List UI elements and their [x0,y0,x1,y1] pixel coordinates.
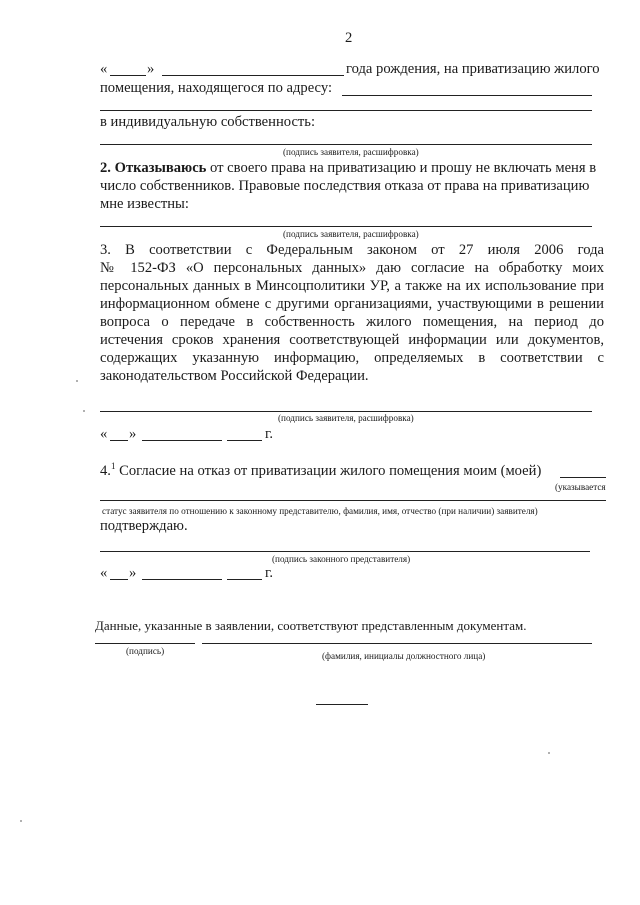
section-3-line-3: персональных данных в Минсоцполитики УР, а также на их использование при [100,278,604,294]
representative-blank[interactable] [560,477,606,478]
signature-caption-3: (подпись заявителя, расшифровка) [278,413,414,423]
section-2-line-3: мне известны: [100,196,189,212]
verification-text: Данные, указанные в заявлении, соответствуют представленным документам. [95,618,527,633]
scan-speck [76,380,78,382]
date-open-quote-1: « [100,426,108,442]
signature-line-2[interactable] [100,226,592,227]
close-quote: » [147,61,155,77]
address-blank-2[interactable] [100,110,592,111]
scan-speck [20,820,22,822]
official-name-caption: (фамилия, инициалы должностного лица) [322,651,486,661]
date-day-blank-1[interactable] [110,440,128,441]
birth-date-blank[interactable] [162,75,344,76]
status-hint-line: статус заявителя по отношению к законному представителю, фамилия, имя, отчество (при наличии) заявителя) [102,506,538,516]
refuse-word: Отказываюсь [114,160,207,176]
section-4-text: Согласие на отказ от приватизации жилого помещения моим (моей) [115,462,542,479]
date-open-quote-2: « [100,565,108,581]
signature-caption-4: (подпись законного представителя) [272,554,411,564]
ownership-label: в индивидуальную собственность: [100,114,316,130]
date-year-suffix-1: г. [265,426,273,442]
end-separator-line [316,704,368,705]
birth-year-text: года рождения, на приватизацию жилого [346,61,600,77]
official-name-line[interactable] [202,643,592,644]
date-year-suffix-2: г. [265,565,273,581]
section-2-line-2: число собственников. Правовые последствия отказа от права на приватизацию [100,178,590,194]
date-day-blank-2[interactable] [110,579,128,580]
section-4-number: 4. [100,462,111,479]
section-3-line-8: законодательством Российской Федерации. [100,368,369,384]
date-month-blank-1[interactable] [142,440,222,441]
address-blank-1[interactable] [342,95,592,96]
status-hint-right: (указывается [555,482,606,492]
representative-info-line[interactable] [100,500,606,501]
date-month-blank-2[interactable] [142,579,222,580]
section-4-superscript: 1 [110,461,116,471]
open-quote: « [100,61,108,77]
official-signature-caption: (подпись) [126,646,165,656]
official-signature-line[interactable] [95,643,195,644]
signature-line-3[interactable] [100,411,592,412]
section-4-line-1 [100,461,541,480]
section-3-line-2: № 152-ФЗ «О персональных данных» даю согласие на обработку моих [100,260,604,276]
date-year-blank-1[interactable] [227,440,262,441]
section-3-line-7: содержащих указанную информацию, определяемых в соответствии с [100,350,604,366]
scan-speck [548,752,550,754]
section-3-line-4: информационном обмене с другими организациями, участвующими в решении [100,296,604,312]
section-2-number: 2. [100,160,111,176]
signature-caption-2: (подпись заявителя, расшифровка) [283,229,419,239]
section-3-line-5: вопроса о передаче в собственность жилого помещения, на период до [100,314,604,330]
date-year-blank-2[interactable] [227,579,262,580]
signature-line-4[interactable] [100,551,590,552]
date-close-quote-2: » [129,565,137,581]
page-number: 2 [345,30,353,46]
address-label: помещения, находящегося по адресу: [100,80,333,96]
section-3-line-1: 3. В соответствии с Федеральным законом от 27 июля 2006 года [100,242,604,258]
date-close-quote-1: » [129,426,137,442]
signature-line-1[interactable] [100,144,592,145]
confirm-text: подтверждаю. [100,518,188,534]
scan-speck [83,410,85,412]
section-3-line-6: истечения сроков хранения соответствующей информации или документов, [100,332,604,348]
section-2-line-1 [100,160,596,177]
day-blank[interactable] [110,75,146,76]
section-2-line-1-rest: от своего права на приватизацию и прошу не включать меня в [206,160,597,176]
signature-caption-1: (подпись заявителя, расшифровка) [283,147,419,157]
